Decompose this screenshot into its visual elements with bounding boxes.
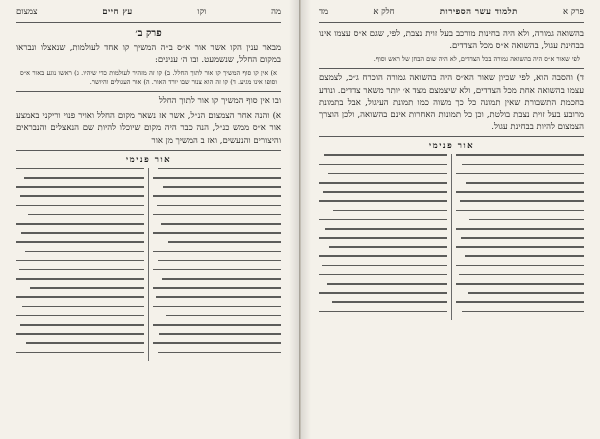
commentary-column-left	[16, 168, 144, 361]
left-header-section: וקו	[197, 7, 207, 17]
right-page	[301, 0, 600, 439]
right-running-header	[319, 6, 584, 23]
divider	[319, 136, 584, 137]
chapter-intro: מבאר ענין הקו אשר אור א״ס ב״ה המשיך קו אחד לעולמות, שנאצלו ונבראו במקום החלל, שנשמעט. ובו ה׳ ענינים:	[16, 43, 281, 65]
gloss-note: לפי שאור א״ס היה בהשואה גמורה בכל הצדדים, לא היה שום הבחן של ראש וסוף.	[373, 55, 580, 64]
commentary-columns	[319, 154, 584, 319]
left-page-number: מה	[271, 7, 281, 17]
right-header-volume: חלק א	[373, 7, 395, 17]
column-rule	[148, 168, 149, 361]
left-header-work: עץ חיים	[102, 7, 133, 17]
commentary-column-right	[456, 154, 584, 319]
left-header-title: צמצום	[16, 7, 38, 17]
commentary-columns	[16, 168, 281, 361]
main-text-paragraph-4: ד) והסבה הוא, לפי שכיון שאור הא״ס היה בהשואה גמורה הוכרח ג״כ, לצמצם עצמו בהשואה אחת מכל הצדדים, ולא שיצמצם מצד א׳ יותר משאר צדדים. ונודע בחכמת התשבורת שאין תמונה כל כך משוה כמו תמונת העיגול, אבל בתמונת מרובע בעל זוית נצבת בולטת, וכן כל תמונות האחרות אינם בהשואה, ולכן הוצרך הצמצום להיות בבחינת עגול.	[319, 73, 584, 133]
main-text: א) והנה אחר הצמצום הנ״ל, אשר אז נשאר מקום החלל ואויר פנוי וריקני באמצע אור א״ס ממש כנ״ל, הנה כבר היה מקום שיוכלו להיות שם הנאצלים והנבראים והיצורים והנעשים, ואז ב המשיך מן אור	[16, 111, 281, 146]
commentary-heading: אור פנימי	[125, 154, 172, 165]
right-header-chapter: פרק א	[563, 7, 584, 17]
right-header-title: תלמוד עשר הספירות	[439, 7, 518, 17]
divider	[16, 150, 281, 151]
section-subtitle: ובו אין סוף המשיך קו אור לתוך החלל	[158, 96, 281, 106]
chapter-topics: א) אין קו סוף המשיך קו אור לתוך החלל. ב) קו זה מזהיר לעולמות כדי שיהיו. ג) ראשו נוגע באור א״ס וסופו אינו מגיע. ד) קו זה הוא צנור שבו יורד האור. ה) אור העגולים והיושר.	[20, 69, 277, 86]
divider	[319, 68, 584, 69]
right-page-number: מד	[319, 7, 329, 17]
main-text-continued: בהשואה גמורה, ולא היה בחינות מורכב בעל זוית נצבת, לפי, שגם א״ס עצמו אינו בבחינת עגול, בהשואה א״ס מכל הצדדים.	[319, 29, 584, 52]
left-running-header	[16, 6, 281, 23]
column-rule	[451, 154, 452, 319]
commentary-heading: אור פנימי	[428, 141, 475, 152]
left-page	[0, 0, 299, 439]
chapter-label: פרק ב׳	[135, 28, 162, 39]
divider	[16, 91, 281, 92]
commentary-column-left	[319, 154, 447, 319]
commentary-column-right	[153, 168, 281, 361]
